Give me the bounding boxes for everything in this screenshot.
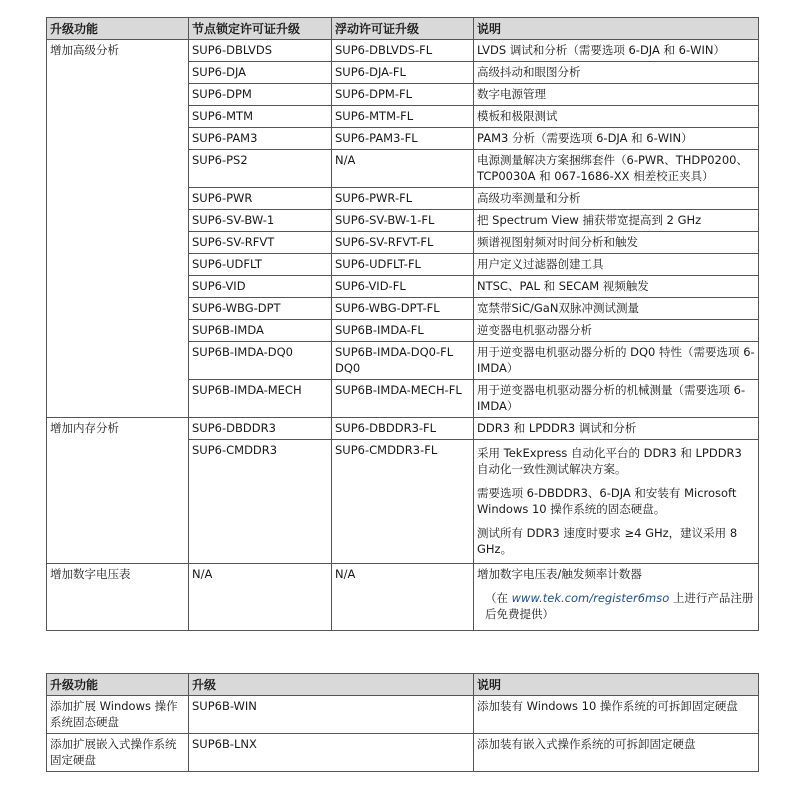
description-cell: PAM3 分析（需要选项 6-DJA 和 6-WIN） <box>474 128 759 150</box>
table-row <box>47 734 759 772</box>
description-cell: 模板和极限测试 <box>474 106 759 128</box>
description-cell <box>474 440 759 564</box>
floating-cell: SUP6-MTM-FL <box>332 106 474 128</box>
node-locked-cell: SUP6-PAM3 <box>189 128 332 150</box>
description-cell: 添加装有嵌入式操作系统的可拆卸固定硬盘 <box>474 734 759 772</box>
floating-cell: SUP6-SV-BW-1-FL <box>332 210 474 232</box>
header-floating: 浮动许可证升级 <box>332 18 474 40</box>
table-body <box>47 40 759 631</box>
node-locked-cell: SUP6-CMDDR3 <box>189 440 332 564</box>
upgrade-cell: SUP6B-WIN <box>189 696 474 734</box>
floating-cell: SUP6-CMDDR3-FL <box>332 440 474 564</box>
table-header-row <box>47 674 759 696</box>
description-cell: 添加装有 Windows 10 操作系统的可拆卸固定硬盘 <box>474 696 759 734</box>
description-cell: 宽禁带SiC/GaN双脉冲测试测量 <box>474 298 759 320</box>
node-locked-cell: N/A <box>189 564 332 631</box>
node-locked-cell: SUP6-VID <box>189 276 332 298</box>
floating-cell: SUP6-UDFLT-FL <box>332 254 474 276</box>
floating-cell: SUP6-WBG-DPT-FL <box>332 298 474 320</box>
header-description: 说明 <box>474 18 759 40</box>
node-locked-cell: SUP6-DBDDR3 <box>189 418 332 440</box>
node-locked-cell: SUP6-UDFLT <box>189 254 332 276</box>
description-cell: DDR3 和 LPDDR3 调试和分析 <box>474 418 759 440</box>
description-paragraph: 增加数字电压表/触发频率计数器 <box>477 567 642 581</box>
feature-cell: 添加扩展嵌入式操作系统固定硬盘 <box>47 734 189 772</box>
registration-link[interactable]: www.tek.com/register6mso <box>511 591 670 605</box>
floating-cell: SUP6-PWR-FL <box>332 188 474 210</box>
feature-cell: 增加数字电压表 <box>47 564 189 631</box>
node-locked-cell: SUP6-SV-RFVT <box>189 232 332 254</box>
floating-cell: SUP6-VID-FL <box>332 276 474 298</box>
description-cell: 频谱视图射频对时间分析和触发 <box>474 232 759 254</box>
table-row <box>47 418 759 440</box>
description-cell: 用于逆变器电机驱动器分析的机械测量（需要选项 6-IMDA） <box>474 380 759 418</box>
node-locked-cell: SUP6-DBLVDS <box>189 40 332 62</box>
node-locked-cell: SUP6-WBG-DPT <box>189 298 332 320</box>
description-cell: 电源测量解决方案捆绑套件（6-PWR、THDP0200、TCP0030A 和 067-1686-XX 相差校正夹具） <box>474 150 759 188</box>
storage-upgrade-table <box>46 673 759 772</box>
node-locked-cell: SUP6-DJA <box>189 62 332 84</box>
feature-cell: 增加高级分析 <box>47 40 189 418</box>
header-upgrade: 升级 <box>189 674 474 696</box>
description-paragraph: 测试所有 DDR3 速度时要求 ≥4 GHz，建议采用 8 GHz。 <box>477 526 738 556</box>
floating-cell: SUP6-DPM-FL <box>332 84 474 106</box>
floating-cell: SUP6-DBLVDS-FL <box>332 40 474 62</box>
description-cell: 用户定义过滤器创建工具 <box>474 254 759 276</box>
description-cell: NTSC、PAL 和 SECAM 视频触发 <box>474 276 759 298</box>
description-cell: 把 Spectrum View 捕获带宽提高到 2 GHz <box>474 210 759 232</box>
floating-cell: SUP6B-IMDA-FL <box>332 320 474 342</box>
node-locked-cell: SUP6B-IMDA-MECH <box>189 380 332 418</box>
description-paragraph: 采用 TekExpress 自动化平台的 DDR3 和 LPDDR3 自动化一致性测试解决方案。 <box>477 446 742 476</box>
node-locked-cell: SUP6-PS2 <box>189 150 332 188</box>
header-description: 说明 <box>474 674 759 696</box>
floating-cell: SUP6-DBDDR3-FL <box>332 418 474 440</box>
node-locked-cell: SUP6B-IMDA-DQ0 <box>189 342 332 380</box>
floating-cell: N/A <box>332 564 474 631</box>
table-row <box>47 696 759 734</box>
node-locked-cell: SUP6-PWR <box>189 188 332 210</box>
description-cell: 高级功率测量和分析 <box>474 188 759 210</box>
node-locked-cell: SUP6-SV-BW-1 <box>189 210 332 232</box>
node-locked-cell: SUP6B-IMDA <box>189 320 332 342</box>
table-body <box>47 696 759 772</box>
description-cell: 高级抖动和眼图分析 <box>474 62 759 84</box>
floating-cell: SUP6B-IMDA-MECH-FL <box>332 380 474 418</box>
description-paragraph: 需要选项 6-DBDDR3、6-DJA 和安装有 Microsoft Windows 10 操作系统的固态硬盘。 <box>477 486 737 516</box>
note-suffix: 上进行产品注册后免费提供） <box>485 591 754 621</box>
feature-cell: 添加扩展 Windows 操作系统固态硬盘 <box>47 696 189 734</box>
description-cell: 数字电源管理 <box>474 84 759 106</box>
header-feature: 升级功能 <box>47 18 189 40</box>
floating-cell: SUP6-PAM3-FL <box>332 128 474 150</box>
table-header-row <box>47 18 759 40</box>
floating-cell: N/A <box>332 150 474 188</box>
registration-note <box>477 590 755 622</box>
header-feature: 升级功能 <box>47 674 189 696</box>
note-prefix: （在 <box>485 591 512 605</box>
upgrade-cell: SUP6B-LNX <box>189 734 474 772</box>
upgrade-license-table <box>46 17 759 631</box>
node-locked-cell: SUP6-MTM <box>189 106 332 128</box>
floating-cell: SUP6-SV-RFVT-FL <box>332 232 474 254</box>
description-cell: LVDS 调试和分析（需要选项 6-DJA 和 6-WIN） <box>474 40 759 62</box>
floating-cell: SUP6-DJA-FL <box>332 62 474 84</box>
description-cell: 用于逆变器电机驱动器分析的 DQ0 特性（需要选项 6-IMDA） <box>474 342 759 380</box>
description-cell <box>474 564 759 631</box>
feature-cell: 增加内存分析 <box>47 418 189 564</box>
floating-cell: SUP6B-IMDA-DQ0-FL DQ0 <box>332 342 474 380</box>
table-row <box>47 40 759 62</box>
table-row <box>47 564 759 631</box>
description-cell: 逆变器电机驱动器分析 <box>474 320 759 342</box>
header-node-locked: 节点锁定许可证升级 <box>189 18 332 40</box>
node-locked-cell: SUP6-DPM <box>189 84 332 106</box>
